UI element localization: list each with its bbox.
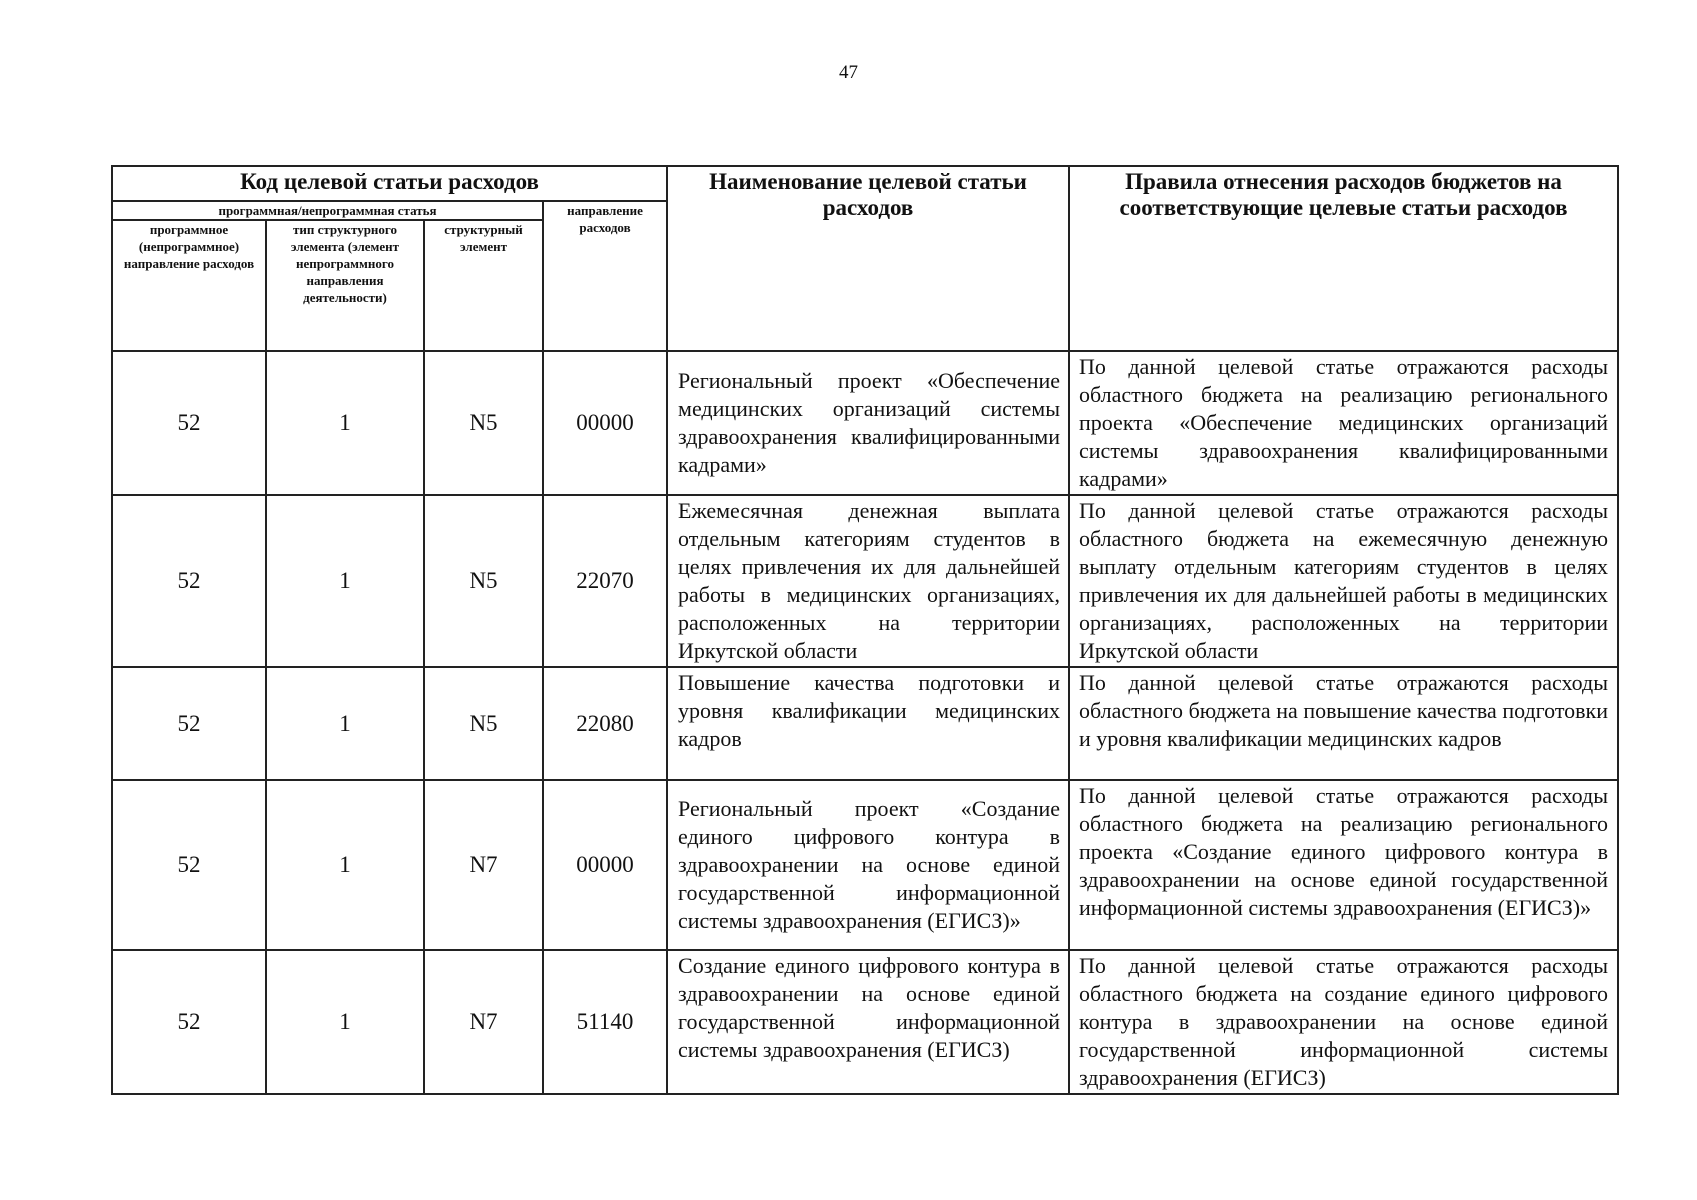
table-row bbox=[112, 780, 1618, 950]
cell-name: Региональный проект «Создание единого цифрового контура в здравоохранении на основе единой государственной информационной системы здравоохранения (ЕГИСЗ)» bbox=[667, 780, 1069, 950]
cell-element: N7 bbox=[424, 950, 543, 1094]
cell-direction: 00000 bbox=[543, 351, 667, 495]
cell-direction: 00000 bbox=[543, 780, 667, 950]
cell-rule: По данной целевой статье отражаются расходы областного бюджета на повышение качества подготовки и уровня квалификации медицинских кадров bbox=[1069, 667, 1618, 780]
header-structural-element: структурный элемент bbox=[424, 220, 543, 351]
cell-direction: 22070 bbox=[543, 495, 667, 667]
cell-element-type: 1 bbox=[266, 351, 424, 495]
cell-rule: По данной целевой статье отражаются расходы областного бюджета на ежемесячную денежную выплату отдельным категориям студентов в целях привлечения их для дальнейшей работы в медицинских организациях, расположенных на территории Иркутской области bbox=[1069, 495, 1618, 667]
table-row bbox=[112, 495, 1618, 667]
cell-program: 52 bbox=[112, 495, 266, 667]
cell-program: 52 bbox=[112, 351, 266, 495]
cell-element-type: 1 bbox=[266, 495, 424, 667]
cell-name: Ежемесячная денежная выплата отдельным категориям студентов в целях привлечения их для дальнейшей работы в медицинских организациях, расположенных на территории Иркутской области bbox=[667, 495, 1069, 667]
page-number: 47 bbox=[839, 62, 858, 83]
header-direction: направление расходов bbox=[543, 201, 667, 351]
header-code: Код целевой статьи расходов bbox=[112, 166, 667, 201]
header-structural-element-type: тип структурного элемента (элемент непрограммного направления деятельности) bbox=[266, 220, 424, 351]
cell-rule: По данной целевой статье отражаются расходы областного бюджета на реализацию регионального проекта «Обеспечение медицинских организаций системы здравоохранения квалифицированными кадрами» bbox=[1069, 351, 1618, 495]
cell-element-type: 1 bbox=[266, 780, 424, 950]
cell-program: 52 bbox=[112, 780, 266, 950]
cell-element-type: 1 bbox=[266, 667, 424, 780]
cell-element: N5 bbox=[424, 667, 543, 780]
header-rules: Правила отнесения расходов бюджетов на соответствующие целевые статьи расходов bbox=[1069, 166, 1618, 351]
cell-program: 52 bbox=[112, 667, 266, 780]
table-row bbox=[112, 950, 1618, 1094]
cell-direction: 51140 bbox=[543, 950, 667, 1094]
header-program-direction: программное (непрограммное) направление расходов bbox=[112, 220, 266, 351]
cell-name: Создание единого цифрового контура в здравоохранении на основе единой государственной информационной системы здравоохранения (ЕГИСЗ) bbox=[667, 950, 1069, 1094]
table-row bbox=[112, 667, 1618, 780]
cell-rule: По данной целевой статье отражаются расходы областного бюджета на создание единого цифрового контура в здравоохранении на основе единой государственной информационной системы здравоохранения (ЕГИСЗ) bbox=[1069, 950, 1618, 1094]
table-row bbox=[112, 351, 1618, 495]
header-program-article: программная/непрограммная статья bbox=[112, 201, 543, 220]
cell-name: Повышение качества подготовки и уровня квалификации медицинских кадров bbox=[667, 667, 1069, 780]
cell-rule: По данной целевой статье отражаются расходы областного бюджета на реализацию регионального проекта «Создание единого цифрового контура в здравоохранении на основе единой государственной информационной системы здравоохранения (ЕГИСЗ)» bbox=[1069, 780, 1618, 950]
cell-element: N7 bbox=[424, 780, 543, 950]
header-name: Наименование целевой статьи расходов bbox=[667, 166, 1069, 351]
cell-name: Региональный проект «Обеспечение медицинских организаций системы здравоохранения квалифицированными кадрами» bbox=[667, 351, 1069, 495]
cell-program: 52 bbox=[112, 950, 266, 1094]
cell-element: N5 bbox=[424, 351, 543, 495]
budget-codes-table bbox=[111, 165, 1619, 1095]
cell-element-type: 1 bbox=[266, 950, 424, 1094]
cell-element: N5 bbox=[424, 495, 543, 667]
cell-direction: 22080 bbox=[543, 667, 667, 780]
